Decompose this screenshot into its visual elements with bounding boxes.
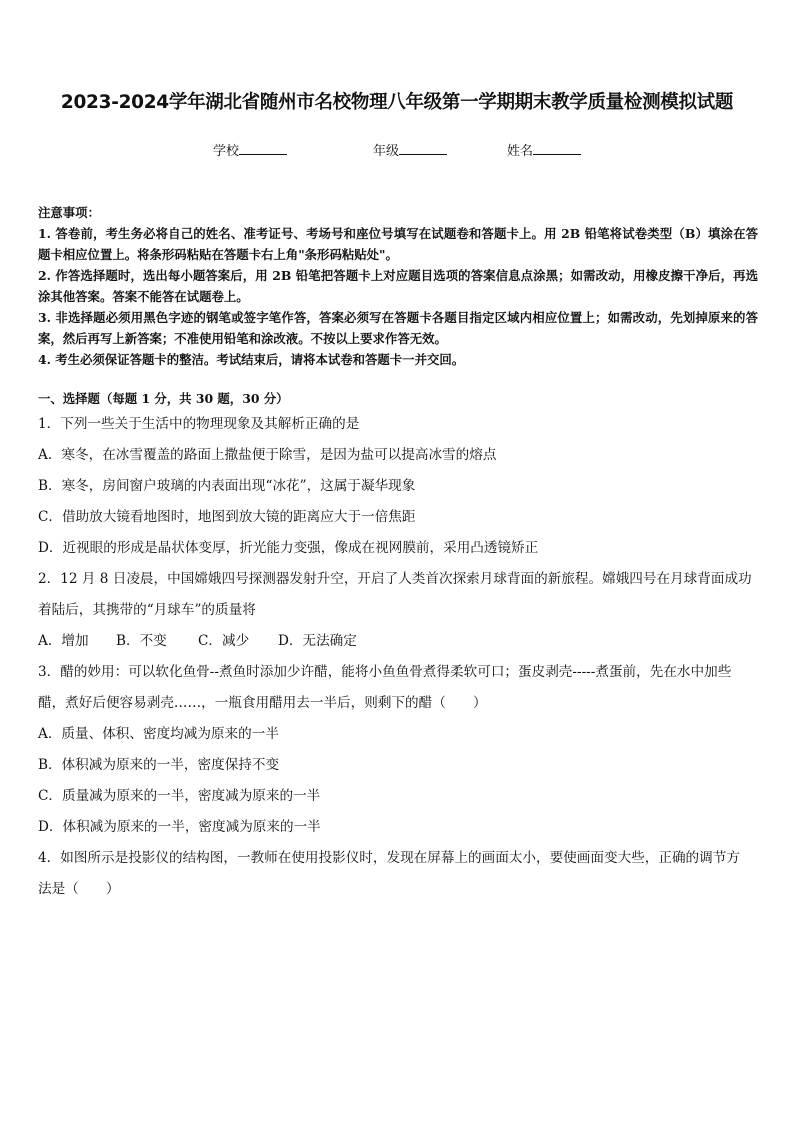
page-title: 2023-2024学年湖北省随州市名校物理八年级第一学期期末教学质量检测模拟试题 [60, 92, 734, 113]
notice-item-1: 1. 答卷前，考生务必将自己的姓名、准考证号、考场号和座位号填写在试题卷和答题卡上。用 2B 铅笔将试卷类型（B）填涂在答题卡相应位置上。将条形码粘贴在答题卡右上角"条形码粘贴处"。 [38, 226, 758, 262]
q1-option-b: B．寒冬，房间窗户玻璃的内表面出现“冰花”，这属于凝华现象 [38, 478, 416, 494]
q3-option-a: A．质量、体积、密度均减为原来的一半 [38, 726, 279, 742]
school-blank [239, 142, 287, 155]
q2-option-b: B．不变 [116, 633, 167, 649]
q3-stem-line-2: 醋，煮好后便容易剥壳……，一瓶食用醋用去一半后，则剩下的醋（ ） [38, 695, 487, 711]
q3-option-d: D．体积减为原来的一半，密度减为原来的一半 [38, 819, 321, 835]
question-list [38, 412, 758, 908]
notice-heading: 注意事项： [38, 205, 100, 220]
grade-blank [399, 142, 447, 155]
q1-stem: 1．下列一些关于生活中的物理现象及其解析正确的是 [38, 416, 360, 432]
q2-stem-line-2: 着陆后，其携带的“月球车”的质量将 [38, 602, 256, 618]
q1-option-c: C．借助放大镜看地图时，地图到放大镜的距离应大于一倍焦距 [38, 509, 416, 525]
q4-stem-line-1: 4．如图所示是投影仪的结构图，一教师在使用投影仪时，发现在屏幕上的画面太小，要使画面变大些，正确的调节方 [38, 850, 740, 866]
q2-option-a: A．增加 [38, 633, 89, 649]
notice-block [38, 202, 758, 370]
notice-item-2: 2. 作答选择题时，选出每小题答案后，用 2B 铅笔把答题卡上对应题目选项的答案信息点涂黑；如需改动，用橡皮擦干净后，再选涂其他答案。答案不能答在试题卷上。 [38, 268, 758, 304]
q4-stem-line-2: 法是（ ） [38, 881, 120, 897]
grade-field [373, 140, 447, 159]
q1-option-a: A．寒冬，在冰雪覆盖的路面上撒盐便于除雪，是因为盐可以提高冰雪的熔点 [38, 447, 497, 463]
name-field [507, 140, 581, 159]
name-label: 姓名 [507, 144, 534, 159]
grade-label: 年级 [373, 144, 400, 159]
q2-option-c: C．减少 [198, 633, 250, 649]
school-label: 学校 [213, 144, 240, 159]
q2-options [38, 629, 758, 660]
school-field [213, 140, 287, 159]
q2-stem-line-1: 2．12 月 8 日凌晨，中国嫦娥四号探测器发射升空，开启了人类首次探索月球背面的新旅程。嫦娥四号在月球背面成功 [38, 571, 752, 587]
name-blank [533, 142, 581, 155]
q1-option-d: D．近视眼的形成是晶状体变厚，折光能力变强，像成在视网膜前，采用凸透镜矫正 [38, 540, 539, 556]
q3-option-b: B．体积减为原来的一半，密度保持不变 [38, 757, 280, 773]
notice-item-4: 4. 考生必须保证答题卡的整洁。考试结束后，请将本试卷和答题卡一并交回。 [38, 352, 465, 367]
q3-option-c: C．质量减为原来的一半，密度减为原来的一半 [38, 788, 321, 804]
notice-item-3: 3. 非选择题必须用黑色字迹的钢笔或签字笔作答，答案必须写在答题卡各题目指定区域内相应位置上；如需改动，先划掉原来的答案，然后再写上新答案；不准使用铅笔和涂改液。不按以上要求作答无效。 [38, 310, 758, 346]
q3-stem-line-1: 3．醋的妙用：可以软化鱼骨--煮鱼时添加少许醋，能将小鱼鱼骨煮得柔软可口；蛋皮剥壳-----煮蛋前，先在水中加些 [38, 664, 732, 680]
q2-option-d: D．无法确定 [278, 633, 357, 649]
section-heading: 一、选择题（每题 1 分，共 30 题，30 分） [38, 391, 289, 406]
